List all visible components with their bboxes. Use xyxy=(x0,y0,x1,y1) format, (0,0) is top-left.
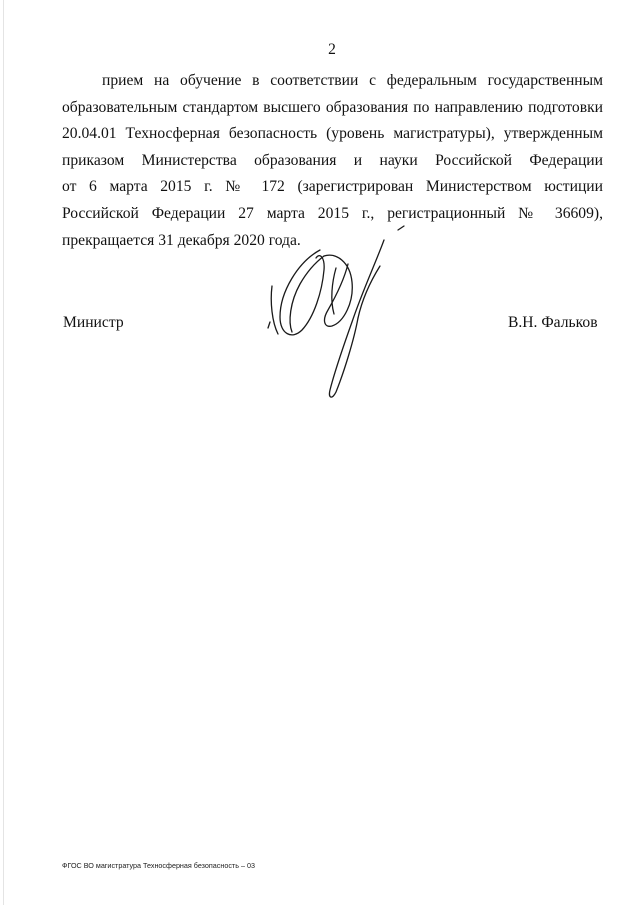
paragraph-line: прекращается 31 декабря 2020 года. xyxy=(62,231,301,249)
scan-edge-line xyxy=(3,0,4,905)
page-number: 2 xyxy=(328,41,336,58)
paragraph-line: 20.04.01 Техносферная безопасность (уровень магистратуры), утвержденным xyxy=(62,125,603,143)
footer-note: ФГОС ВО магистратура Техносферная безопасность – 03 xyxy=(62,861,255,870)
handwritten-signature xyxy=(258,222,418,412)
signer-name: В.Н. Фальков xyxy=(508,314,598,331)
paragraph-line: от 6 марта 2015 г. № 172 (зарегистрирован Министерством юстиции xyxy=(62,178,603,196)
paragraph-line: Российской Федерации 27 марта 2015 г., регистрационный № 36609), xyxy=(62,204,603,222)
paragraph-line: образовательным стандартом высшего образования по направлению подготовки xyxy=(62,98,603,116)
minister-title: Министр xyxy=(63,314,124,331)
paragraph-line: приказом Министерства образования и науки Российской Федерации xyxy=(62,151,603,169)
paragraph-line: прием на обучение в соответствии с федеральным государственным xyxy=(102,72,603,89)
